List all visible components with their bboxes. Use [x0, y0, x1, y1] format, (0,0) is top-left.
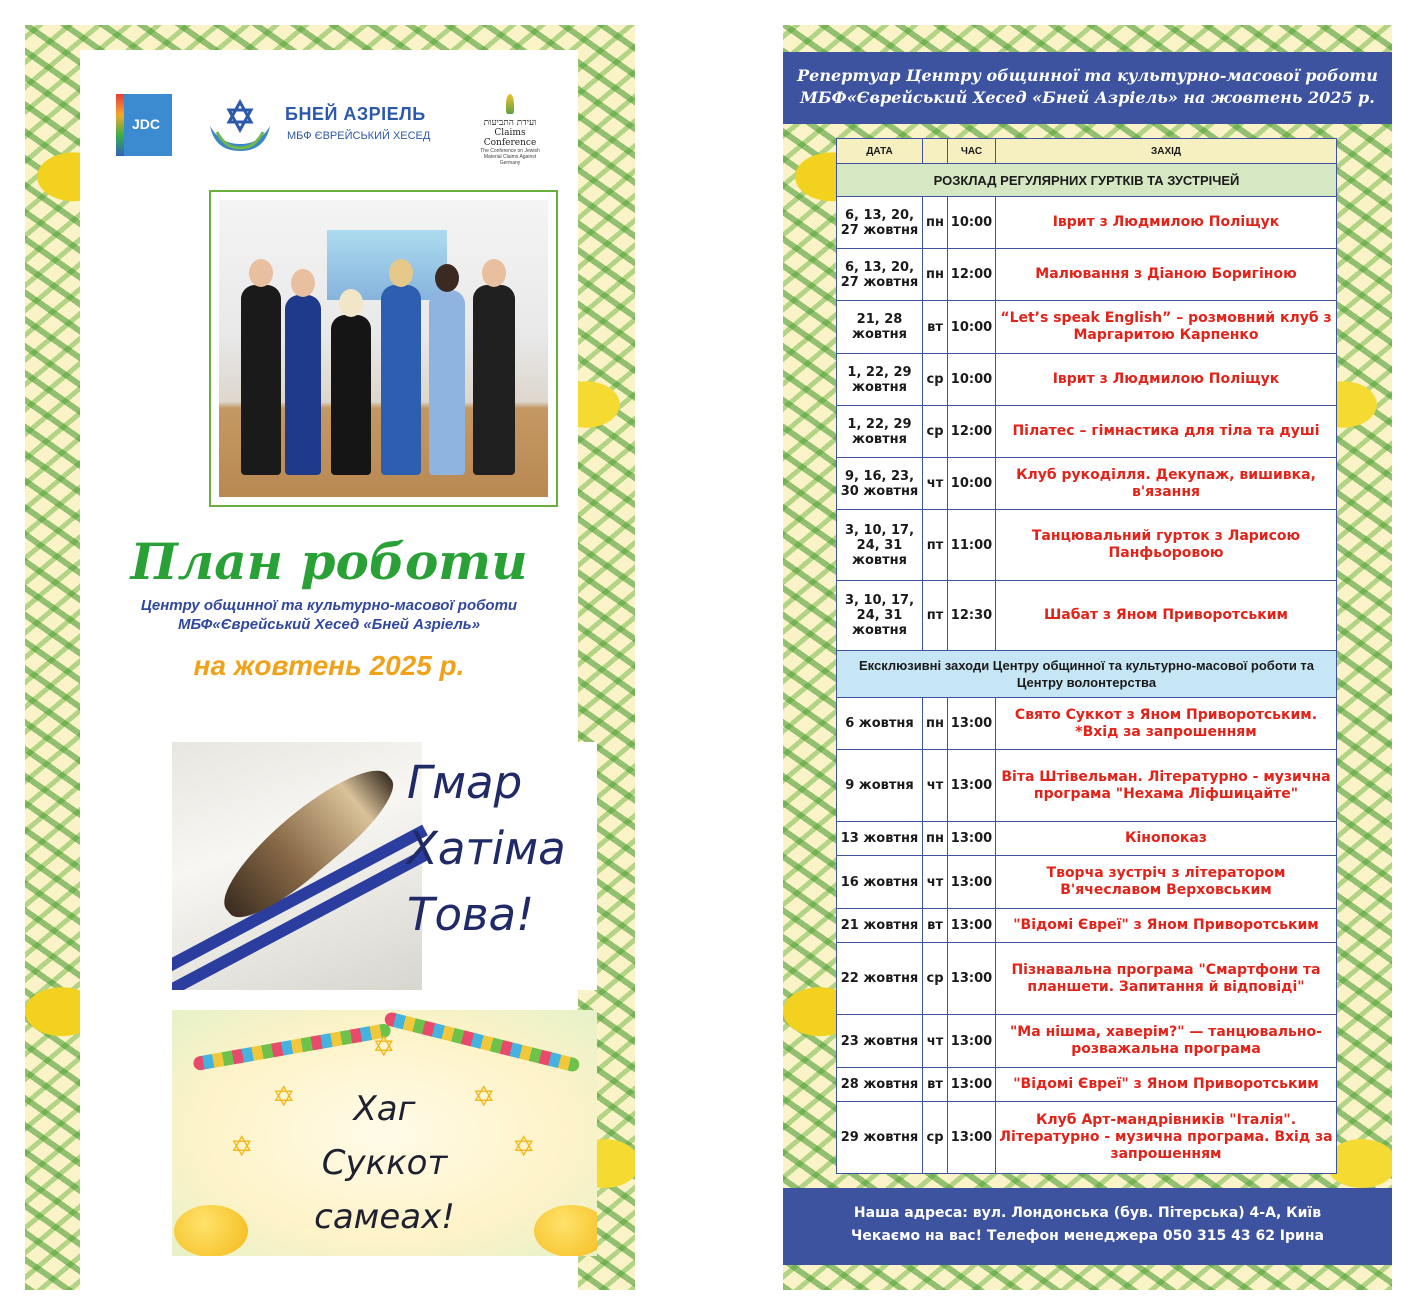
cell-time: 13:00 — [948, 943, 996, 1015]
table-header-row — [837, 139, 1337, 164]
cell-date: 29 жовтня — [837, 1102, 923, 1174]
cell-date: 6 жовтня — [837, 698, 923, 750]
person-figure — [331, 315, 371, 475]
cell-time: 13:00 — [948, 909, 996, 943]
cell-event: Танцювальний гурток з Ларисою Панфьоровою — [996, 510, 1337, 581]
table-row — [837, 856, 1337, 909]
cell-time: 10:00 — [948, 458, 996, 510]
cell-time: 13:00 — [948, 698, 996, 750]
cell-event: Кінопоказ — [996, 822, 1337, 856]
plan-month: на жовтень 2025 р. — [193, 650, 465, 681]
cell-time: 13:00 — [948, 1102, 996, 1174]
cell-date: 9, 16, 23, 30 жовтня — [837, 458, 923, 510]
cell-time: 10:00 — [948, 354, 996, 406]
cell-day: пн — [923, 249, 948, 301]
cell-time: 13:00 — [948, 822, 996, 856]
person-figure — [241, 285, 281, 475]
cell-event: Пізнавальна програма "Смартфони та планшети. Запитання й відповіді" — [996, 943, 1337, 1015]
cell-date: 16 жовтня — [837, 856, 923, 909]
cell-date: 28 жовтня — [837, 1068, 923, 1102]
cell-time: 13:00 — [948, 750, 996, 822]
table-row — [837, 581, 1337, 651]
table-row — [837, 822, 1337, 856]
cell-date: 21, 28 жовтня — [837, 301, 923, 354]
cell-day: ср — [923, 943, 948, 1015]
cell-event: Віта Штівельман. Літературно - музична програма "Нехама Ліфшицайте" — [996, 750, 1337, 822]
cell-event: Клуб рукоділля. Декупаж, вишивка, в'язання — [996, 458, 1337, 510]
plan-title: План роботи — [130, 532, 528, 591]
jdc-logo — [116, 94, 172, 156]
star-of-david-icon: ✡ — [230, 1130, 254, 1163]
address-text: Наша адреса: вул. Лондонська (був. Пітерська) 4-А, Київ — [853, 1205, 1322, 1221]
cell-date: 3, 10, 17, 24, 31 жовтня — [837, 510, 923, 581]
cell-day: пт — [923, 581, 948, 651]
cell-time: 12:00 — [948, 406, 996, 458]
phone-text: Чекаємо на вас! Телефон менеджера 050 315 43 62 Ірина — [851, 1228, 1324, 1244]
cell-day: чт — [923, 856, 948, 909]
group-photo — [219, 200, 548, 497]
cell-time: 12:30 — [948, 581, 996, 651]
table-row — [837, 458, 1337, 510]
column-header-time: ЧАС — [948, 139, 996, 164]
cell-date: 6, 13, 20, 27 жовтня — [837, 197, 923, 249]
person-figure — [429, 290, 465, 475]
claims-conference-logo — [475, 94, 545, 166]
section-title-exclusive: Ексклюзивні заходи Центру общинної та культурно-масової роботи та Центру волонтерства — [837, 651, 1337, 698]
section-title-regular: РОЗКЛАД РЕГУЛЯРНИХ ГУРТКІВ ТА ЗУСТРІЧЕЙ — [837, 164, 1337, 197]
cell-event: Свято Суккот з Яном Приворотським. *Вхід за запрошенням — [996, 698, 1337, 750]
table-row — [837, 510, 1337, 581]
cell-date: 13 жовтня — [837, 822, 923, 856]
star-of-david-icon: ✡ — [512, 1130, 536, 1163]
column-header-date: ДАТА — [837, 139, 923, 164]
star-of-david-icon: ✡ — [272, 1080, 296, 1113]
table-row — [837, 1102, 1337, 1174]
cell-event: Шабат з Яном Приворотським — [996, 581, 1337, 651]
shofar-tallit-picture — [172, 742, 422, 990]
plan-subtitle-line2: МБФ«Єврейський Хесед «Бней Азріель» — [177, 616, 481, 633]
table-row — [837, 354, 1337, 406]
cell-event: "Відомі Євреї" з Яном Приворотським — [996, 1068, 1337, 1102]
table-row — [837, 909, 1337, 943]
table-row — [837, 197, 1337, 249]
claims-hebrew-text: ועידת התביעות — [483, 118, 537, 128]
claims-name: Claims Conference — [483, 128, 537, 148]
cell-event: Пілатес – гімнастика для тіла та душі — [996, 406, 1337, 458]
cell-event: "Відомі Євреї" з Яном Приворотським — [996, 909, 1337, 943]
cell-time: 11:00 — [948, 510, 996, 581]
cell-day: чт — [923, 458, 948, 510]
table-row — [837, 249, 1337, 301]
paper-chain — [383, 1011, 580, 1073]
cell-day: чт — [923, 1015, 948, 1068]
cell-event: Іврит з Людмилою Поліщук — [996, 354, 1337, 406]
cell-day: вт — [923, 1068, 948, 1102]
person-figure — [473, 285, 515, 475]
cell-day: пн — [923, 698, 948, 750]
cell-time: 13:00 — [948, 1068, 996, 1102]
schedule-table — [836, 138, 1337, 1174]
group-photo-frame — [209, 190, 558, 507]
table-row — [837, 1068, 1337, 1102]
chag-sukkot-greeting: Хаг Суккот самеах! — [314, 1089, 455, 1237]
cell-day: вт — [923, 301, 948, 354]
jdc-logo-text: JDC — [132, 116, 161, 132]
table-row — [837, 943, 1337, 1015]
person-figure — [285, 295, 321, 475]
cell-date: 1, 22, 29 жовтня — [837, 354, 923, 406]
table-row — [837, 301, 1337, 354]
cell-event: "Ма нішма, хаверім?" — танцювально-розважальна програма — [996, 1015, 1337, 1068]
cell-time: 10:00 — [948, 301, 996, 354]
star-of-david-hands-icon — [205, 96, 275, 154]
cell-date: 22 жовтня — [837, 943, 923, 1015]
claims-tagline: The Conference on Jewish Material Claims Against Germany — [480, 148, 540, 166]
paper-chain — [192, 1023, 391, 1072]
cell-date: 9 жовтня — [837, 750, 923, 822]
hesed-logo-subtitle: МБФ ЄВРЕЙСЬКИЙ ХЕСЕД — [287, 130, 431, 142]
left-card — [80, 50, 578, 1290]
cell-event: Іврит з Людмилою Поліщук — [996, 197, 1337, 249]
cell-event: Клуб Арт-мандрівників "Італія". Літературно - музична програма. Вхід за запрошенням — [996, 1102, 1337, 1174]
person-figure — [381, 285, 421, 475]
gmar-hatima-tova-greeting: Гмар Хатіма Това! — [407, 756, 566, 941]
star-of-david-icon: ✡ — [372, 1030, 396, 1063]
flame-icon — [506, 94, 514, 114]
cell-day: пн — [923, 197, 948, 249]
cell-day: ср — [923, 1102, 948, 1174]
cell-event: Творча зустріч з літератором В'ячеславом Верховським — [996, 856, 1337, 909]
shofar-icon — [207, 752, 406, 933]
cell-date: 1, 22, 29 жовтня — [837, 406, 923, 458]
section-row-regular — [837, 164, 1337, 197]
table-row — [837, 750, 1337, 822]
logo-row — [80, 94, 578, 166]
cell-date: 6, 13, 20, 27 жовтня — [837, 249, 923, 301]
schedule-header-line2: МБФ«Єврейський Хесед «Бней Азріель» на жовтень 2025 р. — [800, 88, 1375, 107]
cell-time: 10:00 — [948, 197, 996, 249]
plan-subtitle — [80, 596, 578, 634]
cell-date: 3, 10, 17, 24, 31 жовтня — [837, 581, 923, 651]
column-header-day — [923, 139, 948, 164]
table-row — [837, 406, 1337, 458]
left-leaflet-panel — [25, 25, 635, 1290]
cell-day: вт — [923, 909, 948, 943]
cell-day: чт — [923, 750, 948, 822]
section-row-exclusive — [837, 651, 1337, 698]
schedule-footer — [783, 1188, 1392, 1265]
cell-day: ср — [923, 406, 948, 458]
cell-date: 21 жовтня — [837, 909, 923, 943]
cell-day: пт — [923, 510, 948, 581]
cell-event: Малювання з Діаною Боригіною — [996, 249, 1337, 301]
table-row — [837, 698, 1337, 750]
cell-time: 12:00 — [948, 249, 996, 301]
cell-time: 13:00 — [948, 856, 996, 909]
cell-event: “Let’s speak English” – розмовний клуб з Маргаритою Карпенко — [996, 301, 1337, 354]
chag-sukkot-sameach-image — [172, 1010, 597, 1256]
star-of-david-icon: ✡ — [472, 1080, 496, 1113]
schedule-header-line1: Репертуар Центру общинної та культурно-масової роботи — [797, 66, 1378, 85]
table-row — [837, 1015, 1337, 1068]
cell-date: 23 жовтня — [837, 1015, 923, 1068]
gmar-hatima-tova-image — [172, 742, 597, 990]
cell-day: ср — [923, 354, 948, 406]
hesed-logo-title: БНЕЙ АЗРІЕЛЬ — [285, 104, 426, 124]
plan-subtitle-line1: Центру общинної та культурно-масової роботи — [140, 597, 518, 614]
column-header-event: ЗАХІД — [996, 139, 1337, 164]
cell-time: 13:00 — [948, 1015, 996, 1068]
schedule-header — [783, 52, 1392, 124]
cell-day: пн — [923, 822, 948, 856]
